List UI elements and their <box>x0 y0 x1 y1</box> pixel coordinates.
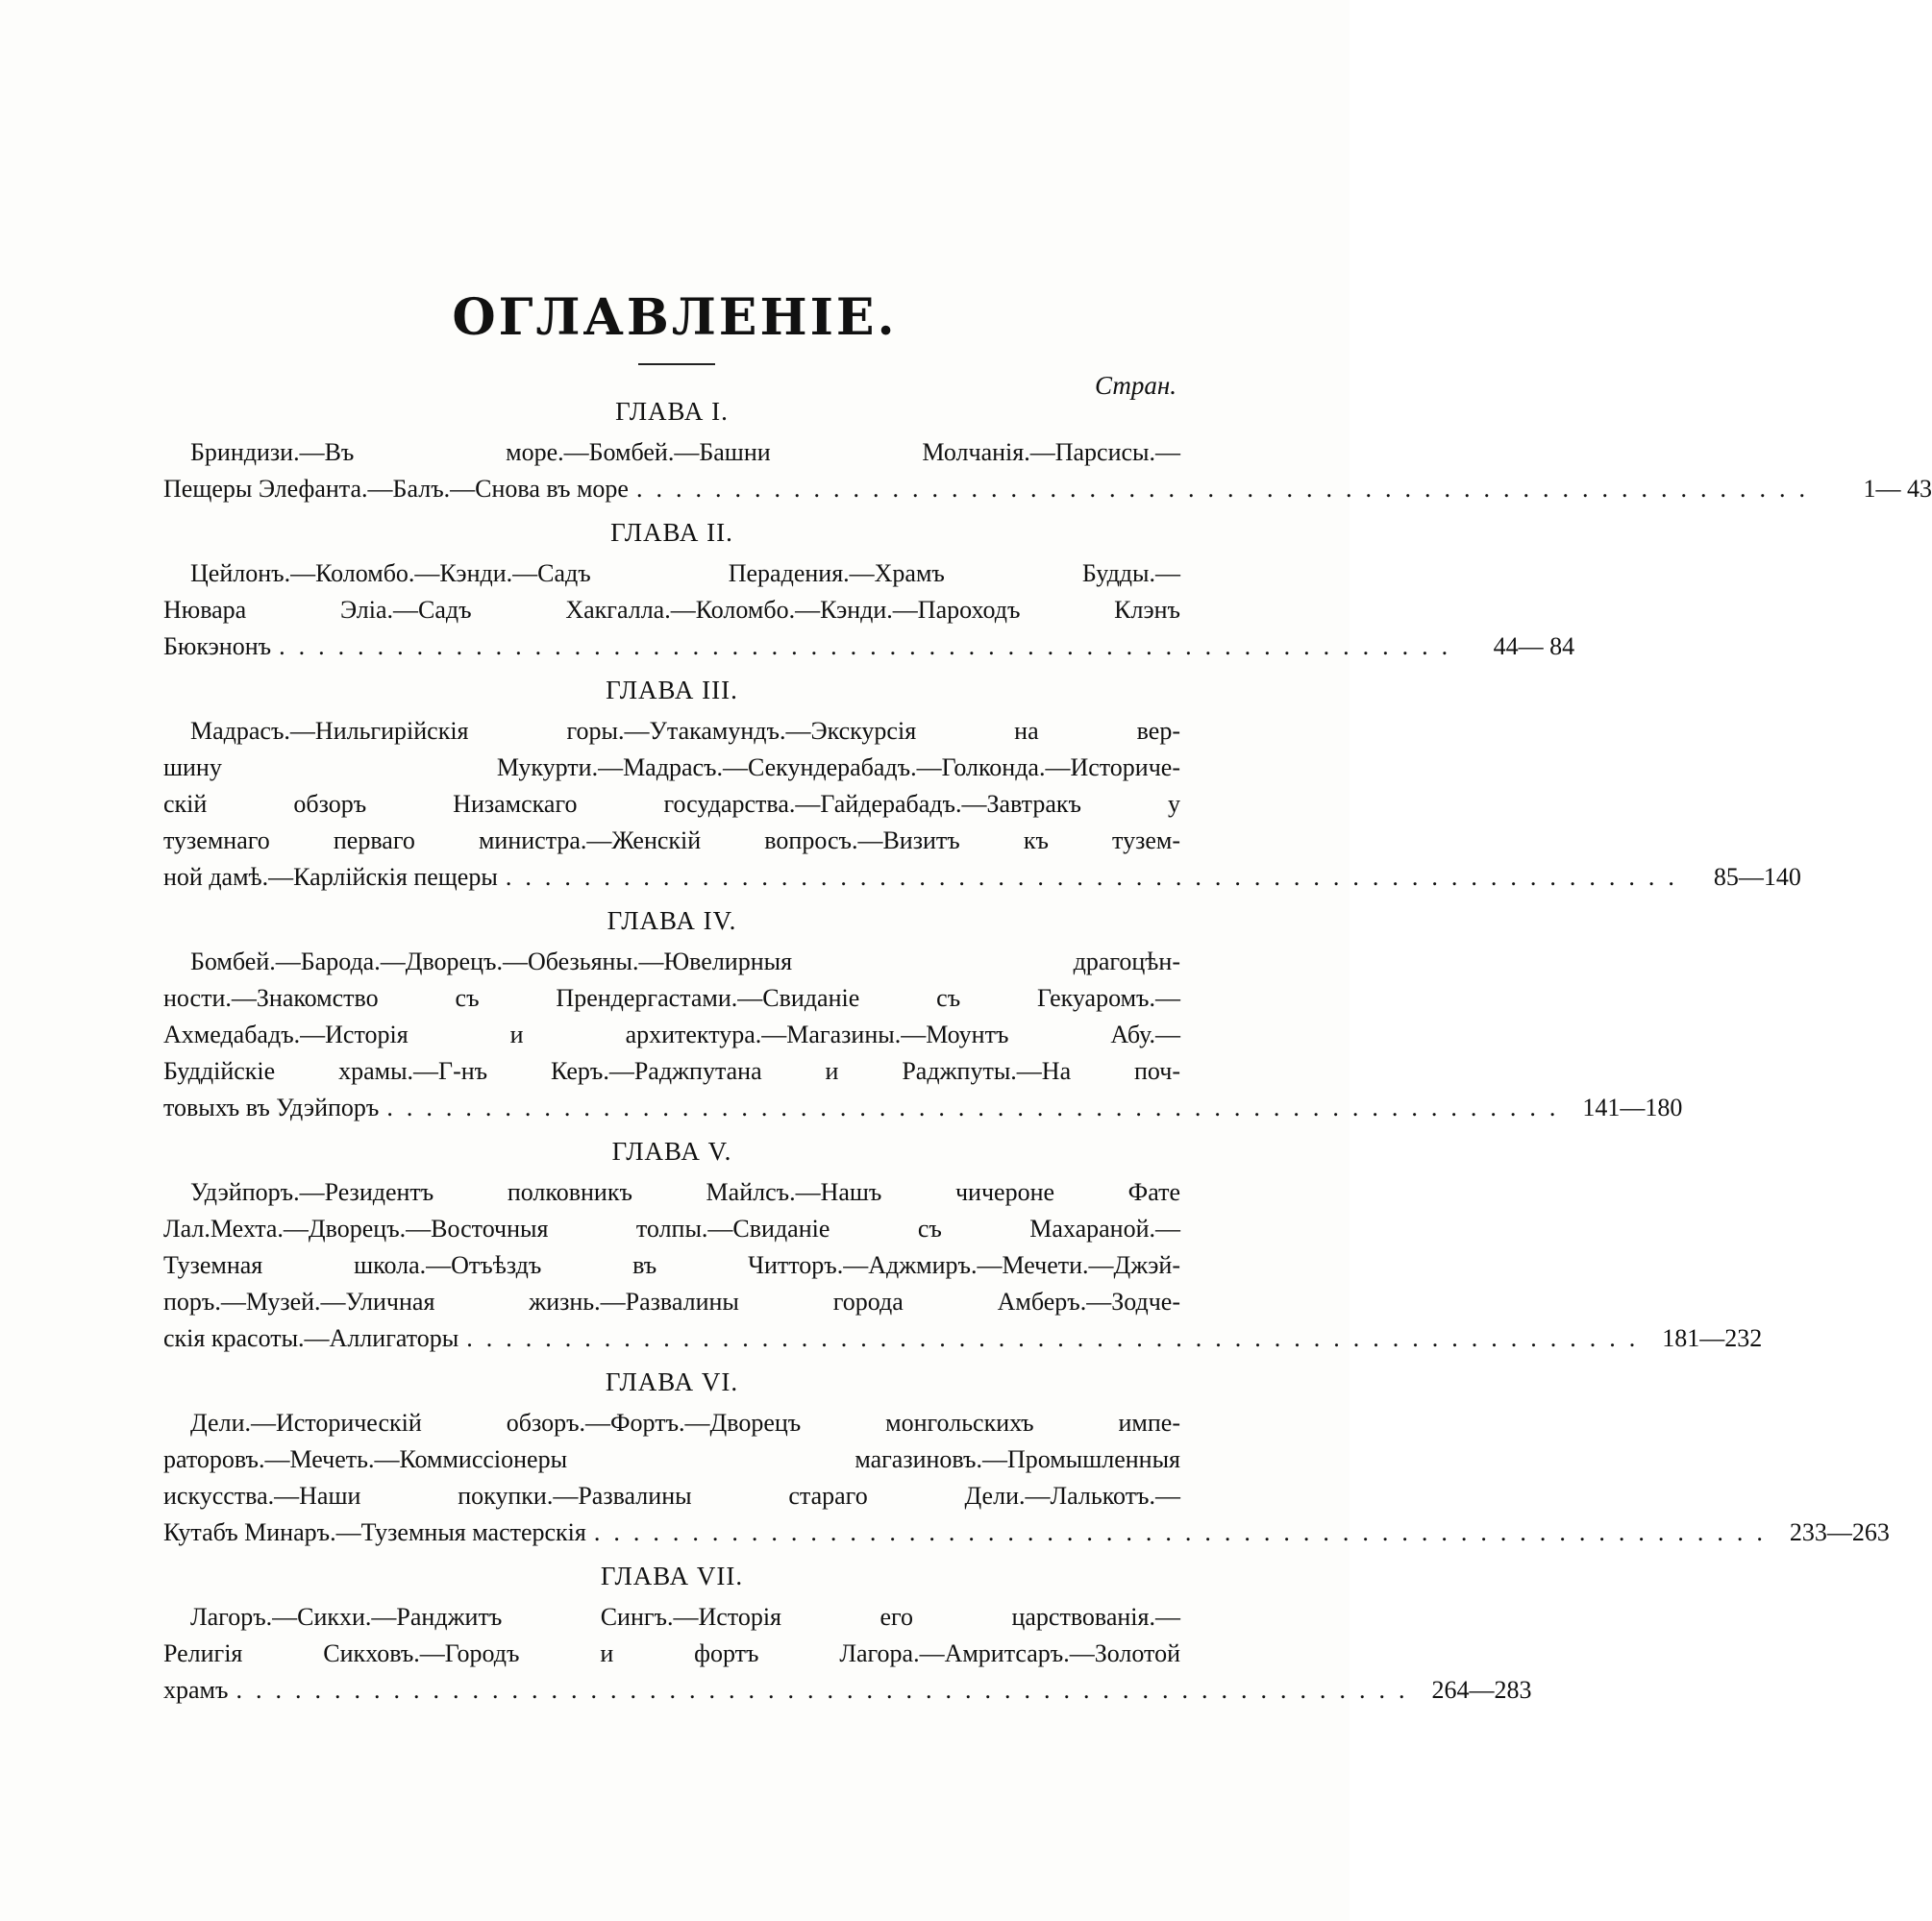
table-of-contents <box>163 392 1932 1714</box>
toc-chapter <box>163 1132 1763 1357</box>
chapter-heading: ГЛАВА VII. <box>600 1562 744 1590</box>
chapter-summary-end: ной дамѣ.—Карлійскія пещеры <box>163 863 498 891</box>
chapter-summary-line: Бомбей.—Барода.—Дворецъ.—Обезьяны.—Ювелирныя драгоцѣн- <box>190 948 1180 975</box>
chapter-summary-line: раторовъ.—Мечеть.—Коммиссіонеры магазиновъ.—Промышленныя <box>163 1445 1180 1473</box>
pages-column-header: Стран. <box>1094 371 1177 400</box>
chapter-summary-line: Буддійскіе храмы.—Г-нъ Керъ.—Раджпутана и Раджпуты.—На поч- <box>163 1057 1180 1085</box>
chapter-summary-last-line <box>163 1090 1683 1126</box>
chapter-summary-line: Туземная школа.—Отъѣздъ въ Читторъ.—Аджмиръ.—Мечети.—Джэй- <box>163 1251 1180 1279</box>
toc-chapter <box>163 392 1932 507</box>
chapter-summary-last-line <box>163 1672 1532 1709</box>
chapter-heading: ГЛАВА III. <box>606 676 738 704</box>
chapter-summary-line: шину Мукурти.—Мадрасъ.—Секундерабадъ.—Голконда.—Историче- <box>163 753 1180 781</box>
dot-leader: ............................................................ <box>235 1676 1419 1704</box>
chapter-summary-line: Мадрасъ.—Нильгирійскія горы.—Утакамундъ.—Экскурсія на вер- <box>190 717 1180 745</box>
chapter-summary-end: храмъ <box>163 1676 229 1704</box>
dot-leader: ............................................................ <box>593 1518 1776 1546</box>
dot-leader: ............................................................ <box>505 863 1688 891</box>
chapter-summary-line: Лагоръ.—Сикхи.—Ранджитъ Сингъ.—Исторія его царствованія.— <box>190 1603 1180 1631</box>
page-range: 233—263 <box>1789 1518 1890 1546</box>
chapter-summary-line: Ахмедабадъ.—Исторія и архитектура.—Магазины.—Моунтъ Абу.— <box>163 1021 1180 1048</box>
chapter-heading: ГЛАВА IV. <box>607 906 737 935</box>
toc-chapter <box>163 671 1801 896</box>
dot-leader: ............................................................ <box>386 1094 1570 1121</box>
page-title: ОГЛАВЛЕНІЕ. <box>452 288 898 347</box>
chapter-summary-line: искусства.—Наши покупки.—Развалины стараго Дели.—Лалькотъ.— <box>163 1482 1180 1510</box>
chapter-heading: ГЛАВА II. <box>610 518 733 547</box>
chapter-summary-line: туземнаго перваго министра.—Женскій вопросъ.—Визитъ къ тузем- <box>163 826 1180 854</box>
chapter-summary-end: товыхъ въ Удэйпоръ <box>163 1094 380 1121</box>
page-range: 181—232 <box>1662 1324 1763 1352</box>
chapter-summary-line: ности.—Знакомство съ Прендергастами.—Свиданіе съ Гекуаромъ.— <box>163 984 1180 1012</box>
chapter-summary-last-line <box>163 859 1801 896</box>
chapter-summary-line: поръ.—Музей.—Уличная жизнь.—Развалины города Амберъ.—Зодче- <box>163 1288 1180 1316</box>
chapter-summary-end: скія красоты.—Аллигаторы <box>163 1324 459 1352</box>
chapter-summary-line: Лал.Мехта.—Дворецъ.—Восточныя толпы.—Свиданіе съ Махараной.— <box>163 1215 1180 1243</box>
chapter-heading: ГЛАВА VI. <box>605 1367 739 1396</box>
toc-chapter <box>163 513 1575 665</box>
page-range: 1— 43 <box>1863 475 1932 503</box>
dot-leader: ............................................................ <box>635 475 1819 503</box>
page-range: 85—140 <box>1713 863 1801 891</box>
chapter-heading: ГЛАВА I. <box>615 397 729 426</box>
chapter-summary-end: Бюкэнонъ <box>163 632 272 660</box>
chapter-summary-end: Пещеры Элефанта.—Балъ.—Снова въ море <box>163 475 629 503</box>
chapter-summary-last-line <box>163 471 1932 507</box>
dot-leader: ............................................................ <box>466 1324 1649 1352</box>
chapter-summary-line: Нювара Эліа.—Садъ Хакгалла.—Коломбо.—Кэнди.—Пароходъ Клэнъ <box>163 596 1180 624</box>
chapter-summary-last-line <box>163 628 1575 665</box>
page-range: 264—283 <box>1431 1676 1532 1704</box>
toc-chapter <box>163 901 1683 1126</box>
dot-leader: ............................................................ <box>279 632 1462 660</box>
chapter-summary-line: Цейлонъ.—Коломбо.—Кэнди.—Садъ Перадения.—Храмъ Будды.— <box>190 559 1180 587</box>
chapter-summary-line: Дели.—Историческій обзоръ.—Фортъ.—Дворецъ монгольскихъ импе- <box>190 1409 1180 1437</box>
toc-chapter <box>163 1557 1532 1709</box>
page-range: 44— 84 <box>1493 632 1575 660</box>
chapter-summary-line: скій обзоръ Низамскаго государства.—Гайдерабадъ.—Завтракъ у <box>163 790 1180 818</box>
chapter-summary-last-line <box>163 1320 1763 1357</box>
chapter-summary-line: Религія Сикховъ.—Городъ и фортъ Лагора.—Амритсаръ.—Золотой <box>163 1639 1180 1667</box>
page-range: 141—180 <box>1582 1094 1683 1121</box>
chapter-summary-end: Кутабъ Минаръ.—Туземныя мастерскія <box>163 1518 586 1546</box>
chapter-summary-last-line <box>163 1515 1890 1551</box>
chapter-summary-line: Бриндизи.—Въ море.—Бомбей.—Башни Молчанія.—Парсисы.— <box>190 438 1180 466</box>
toc-chapter <box>163 1363 1890 1551</box>
chapter-heading: ГЛАВА V. <box>611 1137 732 1166</box>
title-rule <box>638 363 715 365</box>
chapter-summary-line: Удэйпоръ.—Резидентъ полковникъ Майлсъ.—Нашъ чичероне Фате <box>190 1178 1180 1206</box>
